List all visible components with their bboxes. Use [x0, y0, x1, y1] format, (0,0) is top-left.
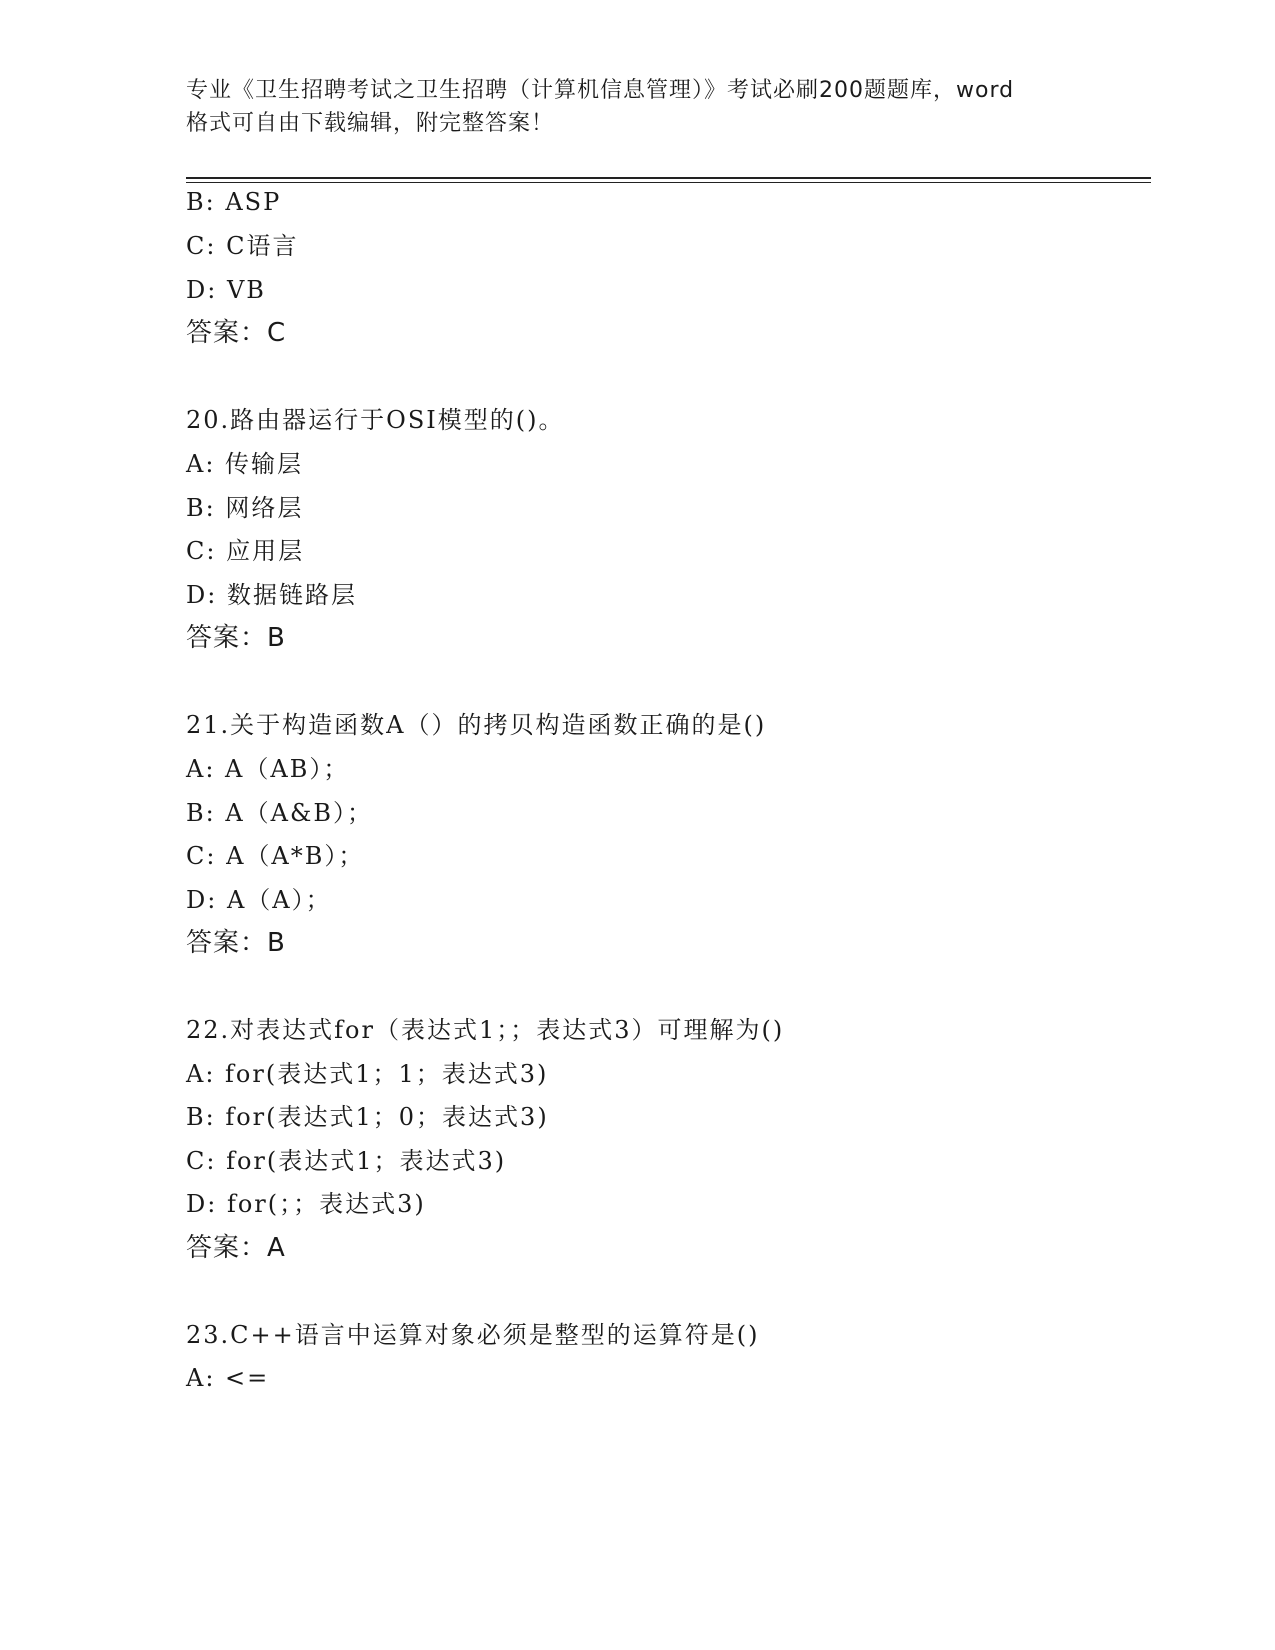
option-b: B: ASP [186, 188, 282, 216]
option-c: C: A（A*B）； [186, 842, 365, 870]
header-line-2: 格式可自由下载编辑，附完整答案！ [186, 111, 555, 136]
option-c: C: for(表达式1；表达式3) [186, 1147, 507, 1175]
option-b: B: for(表达式1；0；表达式3) [186, 1103, 549, 1131]
option-d: D: VB [186, 276, 266, 304]
option-d: D: A（A）； [186, 886, 332, 914]
answer: 答案：A [186, 1233, 286, 1263]
option-b: B: A（A&B）； [186, 799, 374, 827]
answer: 答案：C [186, 318, 287, 348]
option-c: C: C语言 [186, 232, 299, 260]
option-a: A: A（AB）； [186, 755, 350, 783]
question-stem: 20.路由器运行于OSI模型的()。 [186, 406, 565, 434]
option-a: A: for(表达式1；1；表达式3) [186, 1060, 549, 1088]
answer: 答案：B [186, 928, 286, 958]
option-a: A: 传输层 [186, 450, 304, 478]
option-c: C: 应用层 [186, 537, 305, 565]
question-stem: 21.关于构造函数A（）的拷贝构造函数正确的是() [186, 711, 767, 739]
option-a: A: <= [186, 1364, 270, 1392]
header-divider-thin [186, 182, 1151, 183]
header-line-1: 专业《卫生招聘考试之卫生招聘（计算机信息管理）》考试必刷200题题库，word [186, 78, 1015, 103]
option-d: D: 数据链路层 [186, 581, 357, 609]
question-stem: 23.C++语言中运算对象必须是整型的运算符是() [186, 1321, 760, 1349]
option-d: D: for(；；表达式3) [186, 1190, 426, 1218]
question-stem: 22.对表达式for（表达式1；；表达式3）可理解为() [186, 1016, 785, 1044]
header-divider [186, 177, 1151, 179]
answer: 答案：B [186, 623, 286, 653]
option-b: B: 网络层 [186, 494, 304, 522]
document-header [186, 74, 1086, 140]
